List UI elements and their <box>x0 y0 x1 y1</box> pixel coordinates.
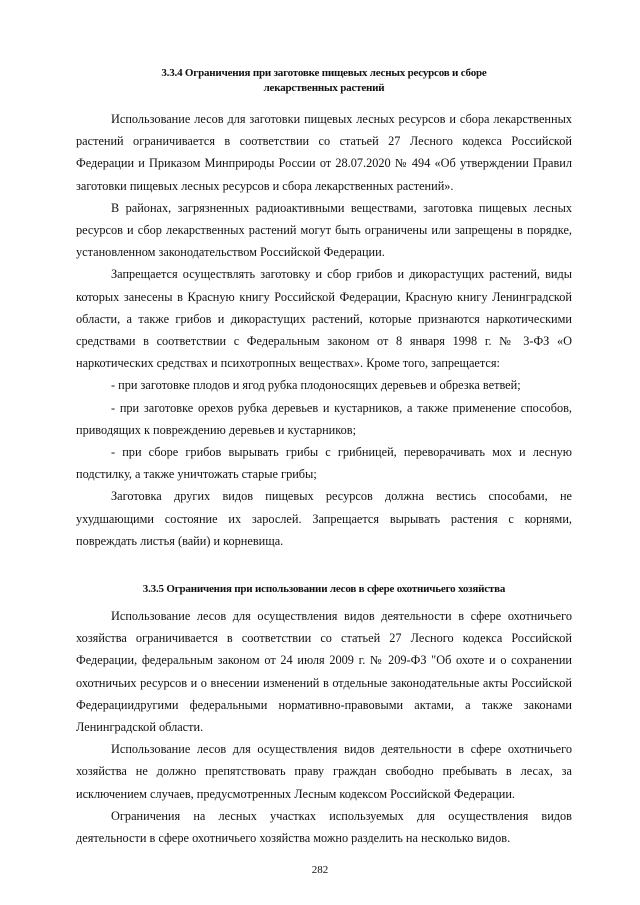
section-3-3-4-heading <box>76 66 572 96</box>
paragraph: Заготовка других видов пищевых ресурсов должна вестись способами, не ухудшающими состояние их зарослей. Запрещается вырывать растения с корнями, повреждать листья (вайи) и корневища. <box>76 489 572 548</box>
section-3-3-4-title-line-2: лекарственных растений <box>263 82 385 94</box>
section-3-3-4-title-line-1: 3.3.4 Ограничения при заготовке пищевых лесных ресурсов и сборе <box>161 67 487 79</box>
section-3-3-4-body <box>76 108 572 552</box>
page-number: 282 <box>311 864 329 876</box>
list-item: - при сборе грибов вырывать грибы с грибницей, переворачивать мох и лесную подстилку, а также уничтожать старые грибы; <box>76 445 572 482</box>
paragraph: В районах, загрязненных радиоактивными веществами, заготовка пищевых лесных ресурсов и сбор лекарственных растений могут быть ограничены или запрещены в порядке, установленном законодательством Российской Федерации. <box>76 200 572 260</box>
paragraph: Использование лесов для осуществления видов деятельности в сфере охотничьего хозяйства ограничивается в соответствии со статьей 27 Лесного кодекса Российской Федерации, федеральным законом от 24 июля 2009 г. № 209-ФЗ "Об охоте и о сохранении охотничьих ресурсов и о внесении изменений в отдельные законодательные акты Российской Федерациидругими федеральными нормативно-правовыми актами, а также законами Ленинградской области. <box>76 609 572 735</box>
paragraph: Использование лесов для заготовки пищевых лесных ресурсов и сбора лекарственных растений ограничивается в соответствии со статьей 27 Лесного кодекса Российской Федерации и Приказом Минприроды России от 28.07.2020 № 494 «Об утверждении Правил заготовки пищевых лесных ресурсов и сбора лекарственных растений». <box>76 112 572 193</box>
paragraph: Запрещается осуществлять заготовку и сбор грибов и дикорастущих растений, виды которых занесены в Красную книгу Российской Федерации, Красную книгу Ленинградской области, а также грибов и дикорастущих растений, которые признаются наркотическими средствами в соответствии с Федеральным законом от 8 января 1998 г. № 3-ФЗ «О наркотических средствах и психотропных веществах». Кроме того, запрещается: <box>76 267 572 371</box>
paragraph: Ограничения на лесных участках используемых для осуществления видов деятельности в сфере охотничьего хозяйства можно разделить на несколько видов. <box>76 808 572 846</box>
paragraph: Использование лесов для осуществления видов деятельности в сфере охотничьего хозяйства не должно препятствовать праву граждан свободно пребывать в лесах, за исключением случаев, предусмотренных Лесным кодексом Российской Федерации. <box>76 742 572 801</box>
section-3-3-5-body <box>76 605 572 849</box>
list-item: - при заготовке плодов и ягод рубка плодоносящих деревьев и обрезка ветвей; <box>111 378 521 393</box>
section-3-3-5-heading: 3.3.5 Ограничения при использовании лесов в сфере охотничьего хозяйства <box>142 583 506 596</box>
list-item: - при заготовке орехов рубка деревьев и кустарников, а также применение способов, приводящих к повреждению деревьев и кустарников; <box>76 400 572 437</box>
document-page <box>76 66 572 849</box>
